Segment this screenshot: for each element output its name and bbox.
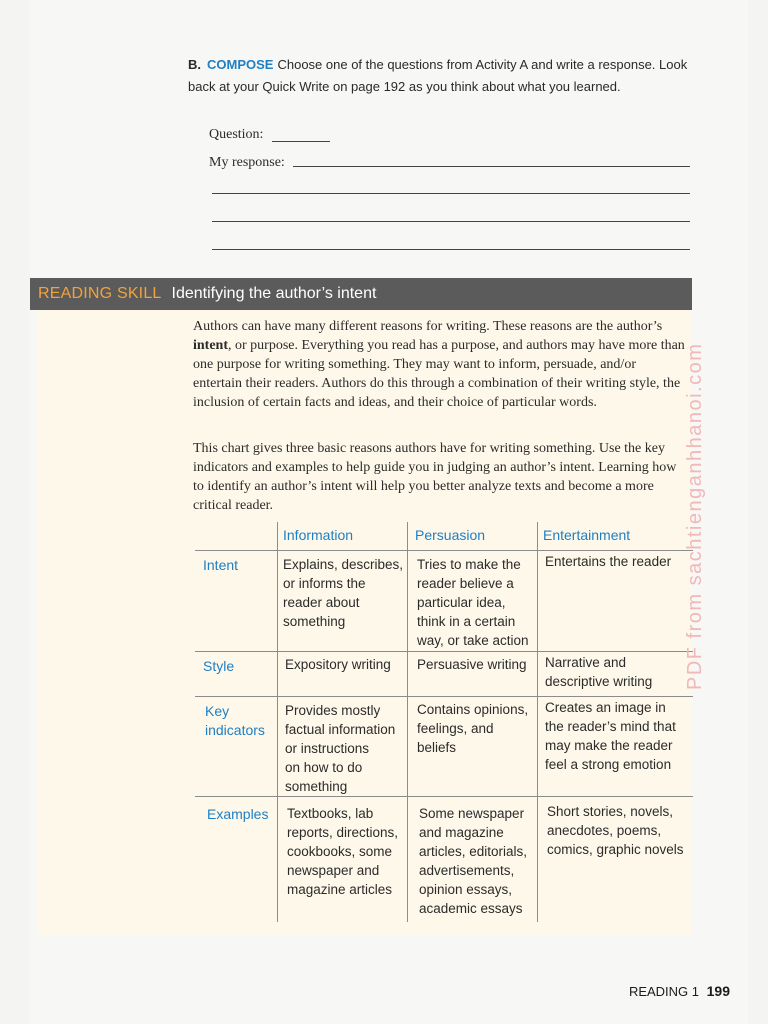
row-label-line: Intent <box>203 557 239 573</box>
cell-line: feel a strong emotion <box>545 757 672 772</box>
cell-line: reader believe a <box>417 576 514 591</box>
cell-line: something <box>285 779 348 794</box>
cell-intent-persuasion <box>417 555 529 650</box>
row-label-examples <box>207 805 268 824</box>
compose-activity <box>188 54 688 98</box>
cell-line: Contains opinions, <box>417 702 529 717</box>
header-information: Information <box>283 527 354 543</box>
cell-line: particular idea, <box>417 595 506 610</box>
cell-line: Provides mostly <box>285 703 381 718</box>
header-entertainment: Entertainment <box>543 527 631 543</box>
watermark: PDF from sachtienganhhanoi.com <box>684 342 706 690</box>
question-prompt <box>209 127 263 143</box>
response-line-2[interactable] <box>212 193 690 194</box>
cell-line: may make the reader <box>545 738 673 753</box>
cell-line: beliefs <box>417 740 457 755</box>
chart-intro-paragraph: This chart gives three basic reasons authors have for writing something. Use the key indicators and examples to help guide you in judging an author’s intent. Learning how to identify an author’s intent will help you better analyze texts and become a more critical reader. <box>193 441 677 513</box>
cell-line: the reader’s mind that <box>545 719 676 734</box>
cell-line: something <box>283 614 346 629</box>
row-divider <box>195 696 693 697</box>
cell-line: or informs the <box>283 576 366 591</box>
cell-style-information <box>285 655 391 674</box>
cell-line: anecdotes, poems, <box>547 823 662 838</box>
intent-term: intent <box>193 338 228 353</box>
response-label: My response: <box>209 155 285 170</box>
cell-indicators-entertainment <box>545 698 676 774</box>
cell-line: Persuasive writing <box>417 657 527 672</box>
cell-indicators-information <box>285 701 395 796</box>
cell-line: descriptive writing <box>545 674 653 689</box>
response-line-3[interactable] <box>212 221 690 222</box>
cell-line: articles, editorials, <box>419 844 528 859</box>
row-label-line: indicators <box>205 722 265 738</box>
response-line-1[interactable] <box>293 166 690 167</box>
cell-line: Creates an image in <box>545 700 666 715</box>
row-label-intent <box>203 556 238 575</box>
row-divider <box>195 651 693 652</box>
author-intent-chart <box>195 522 693 922</box>
row-label-line: Examples <box>207 806 269 822</box>
cell-intent-information <box>283 555 403 631</box>
cell-line: cookbooks, some <box>287 844 393 859</box>
compose-text: Choose one of the questions from Activity A and write a response. Look back at your Quick Write on page 192 as you think about what you learned. <box>188 57 688 94</box>
cell-line: magazine articles <box>287 882 393 897</box>
intro-paragraph <box>193 317 688 412</box>
cell-line: reader about <box>283 595 360 610</box>
cell-line: Entertains the reader <box>545 554 672 569</box>
row-label-line: Key <box>205 703 230 719</box>
column-divider <box>407 522 408 922</box>
row-label-line: Style <box>203 658 235 674</box>
header-persuasion: Persuasion <box>415 527 486 543</box>
response-line-4[interactable] <box>212 249 690 250</box>
cell-line: on how to do <box>285 760 363 775</box>
footer-section: READING 1 <box>628 984 700 999</box>
cell-line: or instructions <box>285 741 370 756</box>
cell-examples-entertainment <box>547 802 684 859</box>
cell-line: Textbooks, lab <box>287 806 374 821</box>
reading-skill-header <box>30 278 692 310</box>
cell-line: and magazine <box>419 825 504 840</box>
intro-text-start: Authors can have many different reasons for writing. These reasons are the author’s <box>193 319 663 334</box>
cell-line: way, or take action <box>417 633 529 648</box>
compose-instructions <box>188 54 688 98</box>
row-divider <box>195 796 693 797</box>
page-number: 199 <box>706 983 730 999</box>
row-label-style <box>203 657 234 676</box>
cell-line: feelings, and <box>417 721 494 736</box>
reading-skill-label: READING SKILL <box>38 285 162 302</box>
cell-indicators-persuasion <box>417 700 528 757</box>
cell-line: Expository writing <box>285 657 391 672</box>
cell-line: Explains, describes, <box>283 557 404 572</box>
intro-text-end: , or purpose. Everything you read has a purpose, and authors may have more than one purpose for writing something. They may want to inform, persuade, and/or entertain their readers. Authors do this through a combination of their writing style, the inclusion of certain facts and ideas, and their choice of particular words. <box>193 338 685 410</box>
column-divider <box>537 522 538 922</box>
cell-line: opinion essays, <box>419 882 513 897</box>
row-divider <box>195 550 693 551</box>
compose-label: COMPOSE <box>207 57 274 72</box>
cell-examples-persuasion <box>419 804 527 918</box>
column-divider <box>277 522 278 922</box>
page-footer <box>629 983 730 999</box>
cell-line: Short stories, novels, <box>547 804 674 819</box>
row-label-key-indicators <box>205 702 265 740</box>
cell-line: advertisements, <box>419 863 515 878</box>
cell-line: newspaper and <box>287 863 380 878</box>
cell-line: comics, graphic novels <box>547 842 684 857</box>
cell-line: academic essays <box>419 901 523 916</box>
activity-letter: B. <box>188 57 201 72</box>
reading-skill-title: Identifying the author’s intent <box>171 285 377 302</box>
cell-line: think in a certain <box>417 614 516 629</box>
cell-style-entertainment <box>545 653 652 691</box>
cell-intent-entertainment <box>545 552 671 571</box>
cell-line: reports, directions, <box>287 825 399 840</box>
question-blank[interactable] <box>272 141 330 142</box>
cell-style-persuasion <box>417 655 527 674</box>
question-label: Question: <box>209 127 264 142</box>
cell-line: Some newspaper <box>419 806 525 821</box>
response-prompt <box>209 155 285 171</box>
cell-line: Tries to make the <box>417 557 521 572</box>
cell-line: factual information <box>285 722 396 737</box>
cell-line: Narrative and <box>545 655 627 670</box>
cell-examples-information <box>287 804 398 899</box>
